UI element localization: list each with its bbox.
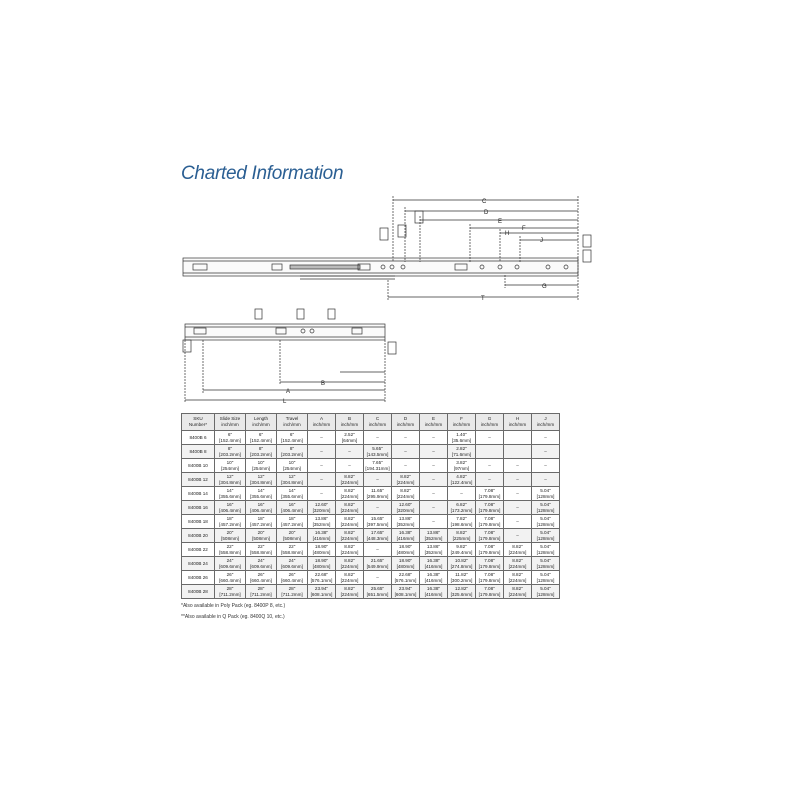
table-cell: 8.82" [224mm]	[336, 543, 364, 557]
table-cell: 10" [254mm]	[246, 459, 277, 473]
table-cell: 17.65" [448.3mm]	[364, 529, 392, 543]
table-cell: 20" [508mm]	[246, 529, 277, 543]
table-cell: –	[420, 445, 448, 459]
table-cell: –	[504, 515, 532, 529]
table-cell: 8.82" [224mm]	[336, 571, 364, 585]
table-cell: 13.86" [352mm]	[420, 543, 448, 557]
table-cell: 23.94" [608.1mm]	[308, 585, 336, 599]
table-row	[182, 431, 560, 445]
table-cell: 8.82" [224mm]	[336, 473, 364, 487]
table-cell: 6" [152.4mm]	[215, 431, 246, 445]
table-cell: 18.90" [480mm]	[308, 543, 336, 557]
table-row	[182, 459, 560, 473]
table-cell: 7.65" [194.31mm]	[365, 459, 390, 471]
table-cell: 7.08" [179.8mm]	[476, 543, 504, 557]
table-cell: 5.04" [128mm]	[532, 501, 560, 515]
table-cell: –	[420, 473, 448, 487]
table-cell: 11.65" [295.9mm]	[364, 487, 392, 501]
table-cell: –	[504, 501, 532, 515]
table-cell: 8400B 6	[182, 431, 215, 445]
table-cell: 26" [660.4mm]	[246, 571, 277, 585]
table-cell: 8.82" [224mm]	[504, 543, 532, 557]
table-cell: 18" [457.2mm]	[246, 515, 277, 529]
table-cell: 23.94" [608.1mm]	[392, 585, 420, 599]
table-cell: 13.86" [352mm]	[308, 515, 336, 529]
table-cell: 2.82" [71.6mm]	[448, 445, 476, 459]
table-cell: 10.82" [274.8mm]	[448, 557, 476, 571]
table-cell: 7.82" [198.6mm]	[448, 515, 476, 529]
table-row	[182, 473, 560, 487]
table-cell: 7.08" [179.8mm]	[476, 585, 504, 599]
table-cell: 12" [304.8mm]	[246, 473, 277, 487]
table-cell: 16.38" [416mm]	[420, 571, 448, 585]
dim-label-a: A	[286, 389, 291, 395]
table-cell: 26" [660.4mm]	[215, 571, 246, 585]
table-cell: 14" [355.6mm]	[246, 487, 277, 501]
table-cell: 8400B 10	[182, 459, 215, 473]
header-g: G inch/mm	[476, 414, 504, 431]
table-cell: 18.90" [480mm]	[308, 557, 336, 571]
table-cell: –	[308, 445, 336, 459]
dim-label-d: D	[484, 210, 489, 216]
header-c: C inch/mm	[364, 414, 392, 431]
table-cell: –	[420, 459, 448, 473]
table-cell: 12.60" [320mm]	[392, 501, 420, 515]
table-cell: 8.82" [224mm]	[336, 487, 364, 501]
table-cell: 24" [609.6mm]	[246, 557, 277, 571]
table-cell: 5.04" [128mm]	[532, 487, 560, 501]
table-cell: 13.86" [352mm]	[420, 529, 448, 543]
table-cell: 8.82" [224mm]	[336, 529, 364, 543]
table-row	[182, 487, 560, 501]
dim-label-c: C	[482, 199, 487, 205]
header-e: E inch/mm	[420, 414, 448, 431]
header-travel: Travel inch/mm	[277, 414, 308, 431]
footnote-q-pack: **Also available in Q Pack (eg. 8400Q 10, etc.)	[181, 614, 285, 620]
table-row	[182, 557, 560, 571]
table-row	[182, 585, 560, 599]
table-cell: 25.65" [651.5mm]	[364, 585, 392, 599]
table-cell: 12" [304.8mm]	[215, 473, 246, 487]
dim-label-l: L	[283, 399, 287, 405]
table-cell: 5.04" [128mm]	[532, 571, 560, 585]
table-cell: –	[420, 431, 448, 445]
table-cell: –	[504, 473, 532, 487]
table-header-row	[182, 414, 560, 431]
table-cell: 24" [609.6mm]	[215, 557, 246, 571]
table-cell: 16.38" [416mm]	[420, 585, 448, 599]
table-cell: 16" [406.4mm]	[246, 501, 277, 515]
table-cell: 22" [558.8mm]	[246, 543, 277, 557]
table-cell: 8" [203.2mm]	[246, 445, 277, 459]
table-cell: –	[532, 473, 560, 487]
table-cell: 8400B 24	[182, 557, 215, 571]
table-cell: 22.68" [576.1mm]	[392, 571, 420, 585]
table-cell: 12.60" [320mm]	[308, 501, 336, 515]
table-cell: 8.82" [225mm]	[448, 529, 476, 543]
table-cell: 8.82" [224mm]	[392, 487, 420, 501]
table-cell: –	[476, 459, 504, 473]
table-cell: 10" [254mm]	[215, 459, 246, 473]
table-cell: 7.08" [179.8mm]	[476, 571, 504, 585]
table-cell: 8.82" [224mm]	[504, 557, 532, 571]
table-row	[182, 515, 560, 529]
table-cell: 6.82" [173.2mm]	[448, 501, 476, 515]
table-cell	[504, 445, 532, 459]
table-cell: 21.65" [549.9mm]	[364, 557, 392, 571]
table-cell: 18" [457.2mm]	[277, 515, 308, 529]
table-cell: 8.82" [224mm]	[336, 501, 364, 515]
table-cell: 24" [609.6mm]	[277, 557, 308, 571]
table-cell: –	[504, 529, 532, 543]
table-cell: 26" [660.4mm]	[277, 571, 308, 585]
header-slide-size: Slide Size inch/mm	[215, 414, 246, 431]
table-cell: –	[308, 431, 336, 445]
table-row	[182, 571, 560, 585]
table-cell: 15.65" [397.5mm]	[364, 515, 392, 529]
table-cell: 10" [254mm]	[277, 459, 308, 473]
header-f: F inch/mm	[448, 414, 476, 431]
table-cell: 2.52" [64mm]	[336, 431, 364, 445]
table-cell: 5.04" [128mm]	[532, 557, 560, 571]
header-sku: SKU Number*	[182, 414, 215, 431]
table-cell: 8400B 26	[182, 571, 215, 585]
header-j: J inch/mm	[532, 414, 560, 431]
table-cell: 14" [355.6mm]	[215, 487, 246, 501]
table-cell: –	[336, 445, 364, 459]
dim-label-e: E	[498, 219, 503, 225]
dim-label-j: J	[540, 238, 543, 244]
table-cell: –	[532, 459, 560, 473]
table-cell: 7.08" [179.8mm]	[476, 529, 504, 543]
table-cell: 5.04" [128mm]	[532, 585, 560, 599]
table-cell: 16.38" [416mm]	[308, 529, 336, 543]
table-cell: 16" [406.4mm]	[277, 501, 308, 515]
table-cell: 16.38" [416mm]	[392, 529, 420, 543]
table-cell: 8.82" [224mm]	[392, 473, 420, 487]
table-cell: 5.04" [128mm]	[532, 529, 560, 543]
table-cell: 16.38" [416mm]	[420, 557, 448, 571]
table-cell: 8400B 18	[182, 515, 215, 529]
table-cell: –	[504, 459, 532, 473]
table-cell: 8.82" [224mm]	[336, 557, 364, 571]
table-cell: 8.82" [224mm]	[336, 585, 364, 599]
table-cell: 22.68" [576.1mm]	[308, 571, 336, 585]
table-cell: –	[336, 459, 364, 473]
dim-label-b: B	[321, 381, 326, 387]
table-cell: –	[308, 487, 336, 501]
table-cell: 3.82" [97mm]	[448, 459, 476, 473]
table-cell: –	[308, 459, 336, 473]
table-cell: 8400B 20	[182, 529, 215, 543]
table-cell: 6" [152.4mm]	[277, 431, 308, 445]
table-cell: 16" [406.4mm]	[215, 501, 246, 515]
table-cell: 20" [508mm]	[215, 529, 246, 543]
table-row	[182, 529, 560, 543]
table-cell: –	[392, 459, 420, 473]
header-length: Length inch/mm	[246, 414, 277, 431]
table-cell: 12" [304.8mm]	[277, 473, 308, 487]
table-cell: –	[364, 431, 392, 445]
table-cell: 8400B 16	[182, 501, 215, 515]
table-cell: –	[420, 487, 448, 501]
table-cell: 7.08" [179.8mm]	[476, 501, 504, 515]
table-cell: –	[364, 473, 392, 487]
table-cell: 7.08" [179.8mm]	[476, 557, 504, 571]
table-cell: –	[420, 501, 448, 515]
table-cell: 6" [152.4mm]	[246, 431, 277, 445]
footnote-poly-pack: *Also available in Poly Pack (eg. 8400P 8, etc.)	[181, 603, 286, 609]
dim-label-f: F	[522, 226, 526, 232]
table-cell: 8400B 8	[182, 445, 215, 459]
table-cell: 9.82" [249.4mm]	[448, 543, 476, 557]
table-cell: –	[392, 445, 420, 459]
table-cell: 18.90" [480mm]	[392, 557, 420, 571]
table-cell: –	[476, 473, 504, 487]
table-cell: 18.90" [480mm]	[392, 543, 420, 557]
table-cell: –	[364, 571, 392, 585]
table-cell: 8.82" [224mm]	[504, 585, 532, 599]
table-cell: 14" [355.6mm]	[277, 487, 308, 501]
table-cell: –	[532, 445, 560, 459]
table-cell: 28" [711.2mm]	[215, 585, 246, 599]
spec-table	[181, 413, 560, 599]
table-cell: 4.82" [122.4mm]	[448, 473, 476, 487]
table-cell: –	[364, 543, 392, 557]
table-cell: 8" [203.2mm]	[277, 445, 308, 459]
table-cell: 22" [558.8mm]	[277, 543, 308, 557]
table-cell: 28" [711.2mm]	[246, 585, 277, 599]
dim-label-g: G	[542, 284, 547, 290]
table-cell: –	[448, 487, 476, 501]
table-cell: 28" [711.2mm]	[277, 585, 308, 599]
header-d: D inch/mm	[392, 414, 420, 431]
header-a: A inch/mm	[308, 414, 336, 431]
table-cell: 8.82" [224mm]	[504, 571, 532, 585]
table-cell: 5.04" [128mm]	[532, 515, 560, 529]
table-cell: 22" [558.8mm]	[215, 543, 246, 557]
table-cell: –	[364, 501, 392, 515]
dim-label-t: T	[481, 296, 485, 302]
table-cell: –	[476, 431, 504, 445]
header-b: B inch/mm	[336, 414, 364, 431]
table-cell: 20" [508mm]	[277, 529, 308, 543]
header-h: H inch/mm	[504, 414, 532, 431]
table-cell: –	[308, 473, 336, 487]
table-cell: 8400B 28	[182, 585, 215, 599]
table-cell: –	[532, 431, 560, 445]
table-cell: 12.82" [325.6mm]	[448, 585, 476, 599]
table-cell	[476, 445, 504, 459]
table-cell	[504, 431, 532, 445]
table-row	[182, 543, 560, 557]
table-cell: 5.65" [143.5mm]	[364, 445, 392, 459]
table-cell: –	[392, 431, 420, 445]
table-cell: 18" [457.2mm]	[215, 515, 246, 529]
table-cell: 8400B 12	[182, 473, 215, 487]
table-cell: 8400B 22	[182, 543, 215, 557]
table-cell: 8" [203.2mm]	[215, 445, 246, 459]
table-cell: 11.82" [300.2mm]	[448, 571, 476, 585]
table-row	[182, 501, 560, 515]
table-row	[182, 445, 560, 459]
table-cell: 7.08" [179.8mm]	[476, 487, 504, 501]
table-cell: 8.82" [224mm]	[336, 515, 364, 529]
table-cell: 7.08" [179.8mm]	[476, 515, 504, 529]
table-cell: 8400B 14	[182, 487, 215, 501]
table-cell: –	[504, 487, 532, 501]
dim-label-h: H	[505, 231, 510, 237]
page-heading: Charted Information	[181, 163, 344, 184]
table-cell: 1.40" [35.6mm]	[448, 431, 476, 445]
table-cell: 5.04" [128mm]	[532, 543, 560, 557]
table-cell: 13.86" [352mm]	[392, 515, 420, 529]
table-cell: –	[420, 515, 448, 529]
